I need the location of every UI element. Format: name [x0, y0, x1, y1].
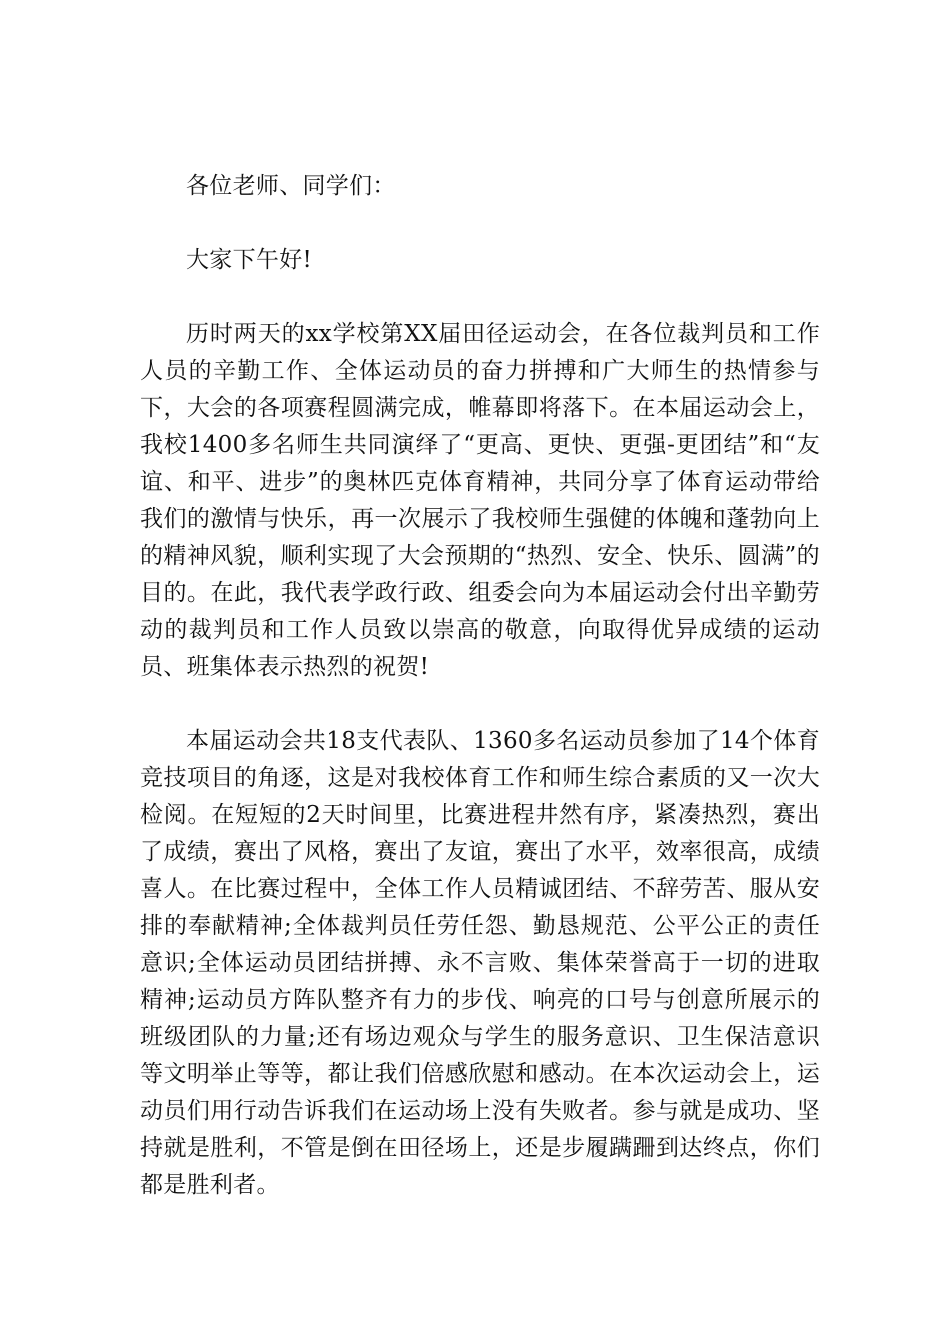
- paragraph-spacer: [140, 279, 820, 316]
- document-body: [140, 168, 820, 1204]
- salutation: 各位老师、同学们：: [186, 173, 396, 199]
- paragraph-spacer: [140, 686, 820, 723]
- paragraph-summary: 本届运动会共18支代表队、1360多名运动员参加了14个体育竞技项目的角逐，这是对我校体育工作和师生综合素质的又一次大检阅。在短短的2天时间里，比赛进程井然有序，紧凑热烈，赛出了成绩，赛出了风格，赛出了友谊，赛出了水平，效率很高，成绩喜人。在比赛过程中，全体工作人员精诚团结、不辞劳苦、服从安排的奉献精神;全体裁判员任劳任怨、勤恳规范、公平公正的责任意识;全体运动员团结拼搏、永不言败、集体荣誉高于一切的进取精神;运动员方阵队整齐有力的步伐、响亮的口号与创意所展示的班级团队的力量;还有场边观众与学生的服务意识、卫生保洁意识等文明举止等等，都让我们倍感欣慰和感动。在本次运动会上，运动员们用行动告诉我们在运动场上没有失败者。参与就是成功、坚持就是胜利，不管是倒在田径场上，还是步履蹒跚到达终点，你们都是胜利者。: [140, 728, 820, 1198]
- paragraph-spacer: [140, 205, 820, 242]
- paragraph-opening: 历时两天的xx学校第XX届田径运动会，在各位裁判员和工作人员的辛勤工作、全体运动员的奋力拼搏和广大师生的热情参与下，大会的各项赛程圆满完成，帷幕即将落下。在本届运动会上，我校1400多名师生共同演绎了“更高、更快、更强-更团结”和“友谊、和平、进步”的奥林匹克体育精神，共同分享了体育运动带给我们的激情与快乐，再一次展示了我校师生强健的体魄和蓬勃向上的精神风貌，顺利实现了大会预期的“热烈、安全、快乐、圆满”的目的。在此，我代表学政行政、组委会向为本届运动会付出辛勤劳动的裁判员和工作人员致以崇高的敬意，向取得优异成绩的运动员、班集体表示热烈的祝贺!: [140, 321, 820, 680]
- greeting: 大家下午好!: [186, 247, 313, 273]
